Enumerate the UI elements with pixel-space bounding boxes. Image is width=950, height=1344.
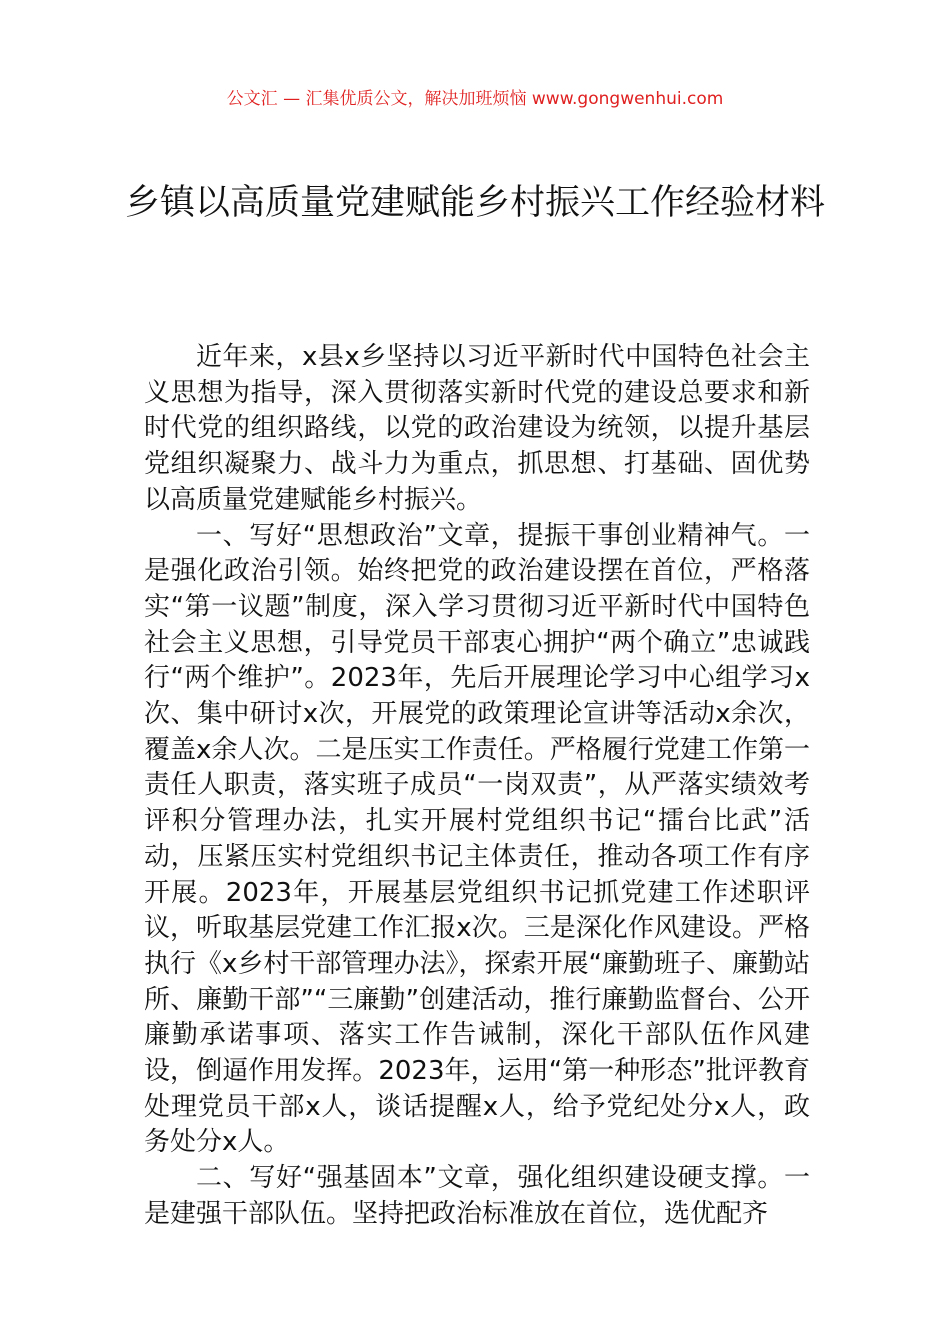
document-body: [144, 340, 810, 1233]
paragraph-section-2: 二、写好“强基固本”文章，强化组织建设硬支撑。一是建强干部队伍。坚持把政治标准放在首位，选优配齐: [144, 1163, 810, 1229]
header-banner[interactable]: 公文汇 — 汇集优质公文，解决加班烦恼 www.gongwenhui.com: [226, 89, 724, 109]
paragraph-section-1: 一、写好“思想政治”文章，提振干事创业精神气。一是强化政治引领。始终把党的政治建设摆在首位，严格落实“第一议题”制度，深入学习贯彻习近平新时代中国特色社会主义思想，引导党员干部衷心拥护“两个确立”忠诚践行“两个维护”。2023年，先后开展理论学习中心组学习x次、集中研讨x次，开展党的政策理论宣讲等活动x余次，覆盖x余人次。二是压实工作责任。严格履行党建工作第一责任人职责，落实班子成员“一岗双责”，从严落实绩效考评积分管理办法，扎实开展村党组织书记“擂台比武”活动，压紧压实村党组织书记主体责任，推动各项工作有序开展。2023年，开展基层党组织书记抓党建工作述职评议，听取基层党建工作汇报x次。三是深化作风建设。严格执行《x乡村干部管理办法》，探索开展“廉勤班子、廉勤站所、廉勤干部”“三廉勤”创建活动，推行廉勤监督台、公开廉勤承诺事项、落实工作告诫制，深化干部队伍作风建设，倒逼作用发挥。2023年，运用“第一种形态”批评教育处理党员干部x人，谈话提醒x人，给予党纪处分x人，政务处分x人。: [144, 520, 810, 1158]
paragraph-intro: 近年来，x县x乡坚持以习近平新时代中国特色社会主义思想为指导，深入贯彻落实新时代党的建设总要求和新时代党的组织路线，以党的政治建设为统领，以提升基层党组织凝聚力、战斗力为重点，抓思想、打基础、固优势以高质量党建赋能乡村振兴。: [144, 342, 810, 515]
document-title: 乡镇以高质量党建赋能乡村振兴工作经验材料: [124, 183, 825, 223]
